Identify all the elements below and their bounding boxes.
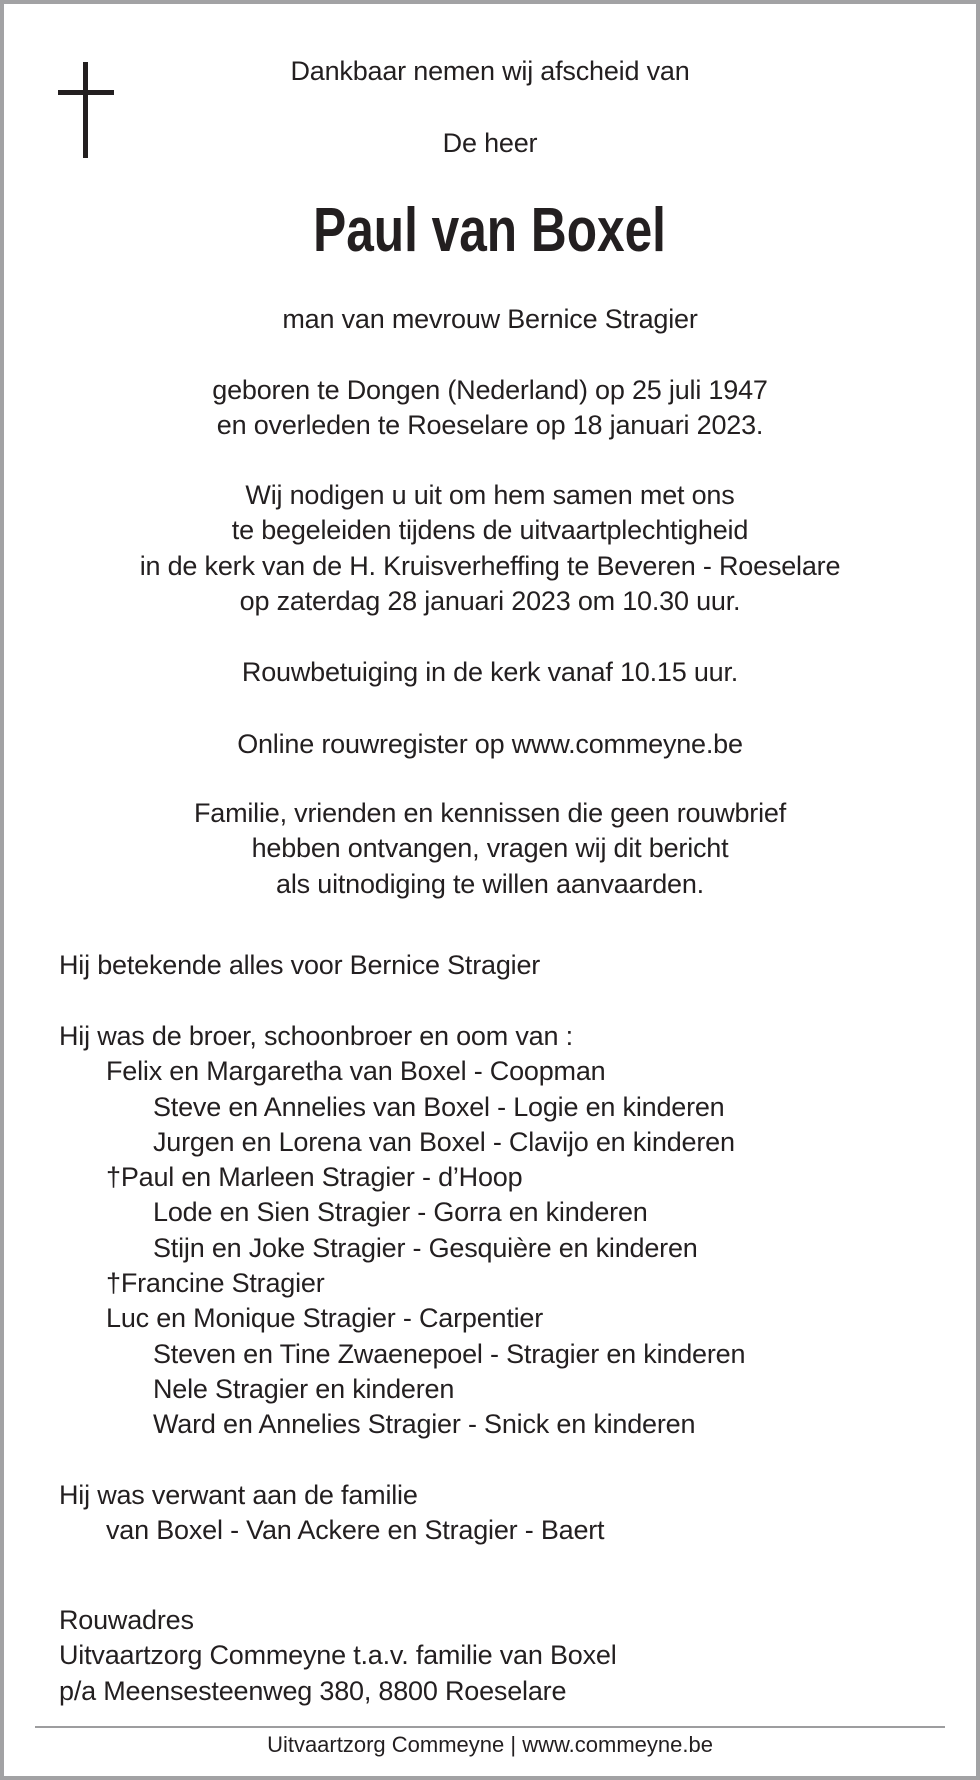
notice-line: als uitnodiging te willen aanvaarden.	[276, 868, 704, 899]
related-block	[59, 1478, 959, 1549]
relative-item: Lode en Sien Stragier - Gorra en kinderen	[153, 1197, 648, 1228]
condolence-text: Rouwbetuiging in de kerk vanaf 10.15 uur.	[241, 657, 739, 687]
meant-everything-text: Hij betekende alles voor Bernice Stragier	[59, 950, 541, 980]
invitation-line: in de kerk van de H. Kruisverheffing te Beveren - Roeselare	[139, 550, 841, 581]
relative-item: Stijn en Joke Stragier - Gesquière en kinderen	[153, 1232, 698, 1263]
deceased-name	[0, 194, 980, 268]
relative-item: †Francine Stragier	[106, 1268, 325, 1299]
deceased-name-text: Paul van Boxel	[313, 196, 667, 265]
relative-item: Luc en Monique Stragier - Carpentier	[106, 1303, 544, 1334]
relative-item: †Paul en Marleen Stragier - d’Hoop	[106, 1162, 523, 1193]
invitation-line: Wij nodigen u uit om hem samen met ons	[245, 480, 735, 510]
address-line: p/a Meensesteenweg 380, 8800 Roeselare	[59, 1675, 567, 1706]
invitation-block	[0, 478, 980, 619]
notice-block	[0, 796, 980, 902]
invitation-line: op zaterdag 28 januari 2023 om 10.30 uur.	[239, 585, 741, 616]
footer-divider	[35, 1726, 945, 1728]
relatives-block	[59, 1019, 959, 1443]
relative-item: Nele Stragier en kinderen	[153, 1373, 455, 1404]
footer-text: Uitvaartzorg Commeyne | www.commeyne.be	[267, 1732, 713, 1757]
birth-death-block	[0, 373, 980, 444]
intro-text: Dankbaar nemen wij afscheid van	[290, 56, 690, 86]
relatives-heading: Hij was de broer, schoonbroer en oom van :	[59, 1021, 573, 1051]
notice-line: hebben ontvangen, vragen wij dit bericht	[251, 833, 729, 864]
relative-item: Felix en Margaretha van Boxel - Coopman	[106, 1056, 606, 1087]
relative-item: Steven en Tine Zwaenepoel - Stragier en kinderen	[153, 1338, 746, 1369]
title-text: De heer	[442, 128, 538, 158]
notice-line: Familie, vrienden en kennissen die geen rouwbrief	[193, 798, 787, 828]
death-line: en overleden te Roeselare op 18 januari 2023.	[216, 410, 764, 441]
spouse-text: man van mevrouw Bernice Stragier	[282, 304, 698, 334]
address-block	[59, 1603, 959, 1709]
address-heading: Rouwadres	[59, 1605, 194, 1635]
related-heading: Hij was verwant aan de familie	[59, 1480, 418, 1510]
address-line: Uitvaartzorg Commeyne t.a.v. familie van Boxel	[59, 1640, 617, 1671]
birth-line: geboren te Dongen (Nederland) op 25 juli 1947	[212, 375, 768, 405]
related-families: van Boxel - Van Ackere en Stragier - Baert	[106, 1515, 605, 1546]
online-register-text: Online rouwregister op www.commeyne.be	[237, 729, 743, 759]
relative-item: Steve en Annelies van Boxel - Logie en kinderen	[153, 1091, 725, 1122]
invitation-line: te begeleiden tijdens de uitvaartplechtigheid	[231, 515, 749, 546]
relative-item: Jurgen en Lorena van Boxel - Clavijo en kinderen	[153, 1126, 735, 1157]
relative-item: Ward en Annelies Stragier - Snick en kinderen	[153, 1409, 696, 1440]
